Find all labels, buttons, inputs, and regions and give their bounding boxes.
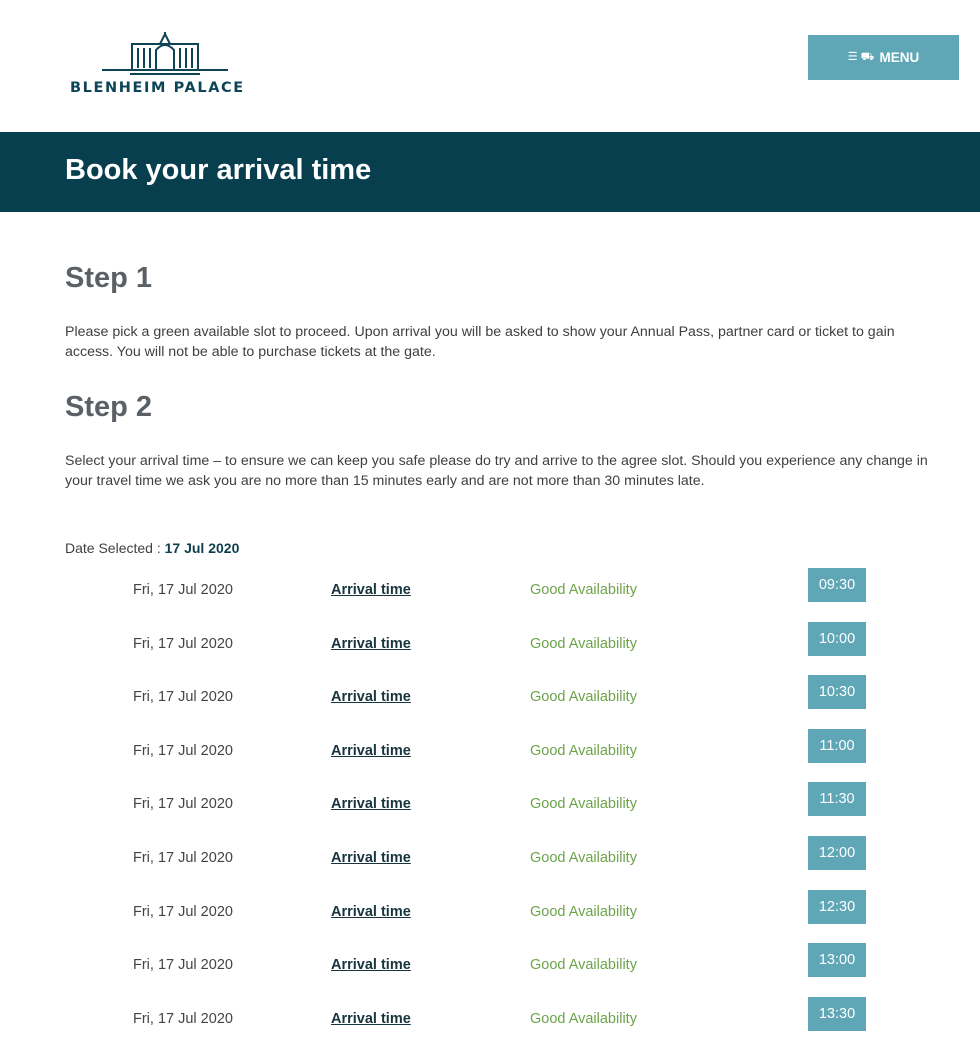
- availability-status: Good Availability: [530, 742, 637, 759]
- step-1-text: Please pick a green available slot to proceed. Upon arrival you will be asked to show your Annual Pass, partner card or ticket to gain access. You will not be able to purchase tickets at the gate.: [65, 324, 895, 360]
- availability-status: Good Availability: [530, 850, 637, 866]
- availability-status: Good Availability: [530, 1010, 637, 1027]
- arrival-time-link[interactable]: Arrival time: [331, 850, 411, 866]
- arrival-time-link[interactable]: Arrival time: [331, 957, 411, 974]
- slot-date: Fri, 17 Jul 2020: [133, 903, 233, 920]
- date-selected: [65, 540, 239, 556]
- arrival-time-link[interactable]: Arrival time: [331, 582, 411, 598]
- availability-status: Good Availability: [530, 635, 637, 652]
- slot-date: Fri, 17 Jul 2020: [133, 582, 233, 598]
- slot-row: [65, 675, 935, 729]
- availability-status: Good Availability: [530, 582, 637, 598]
- slot-date: Fri, 17 Jul 2020: [133, 689, 233, 706]
- arrival-time-link[interactable]: Arrival time: [331, 796, 411, 813]
- time-slot-button[interactable]: 13:30: [808, 997, 866, 1031]
- availability-status: Good Availability: [530, 689, 637, 706]
- slot-row: [65, 890, 935, 944]
- slot-date: Fri, 17 Jul 2020: [133, 742, 233, 759]
- slot-row: [65, 943, 935, 997]
- slot-date: Fri, 17 Jul 2020: [133, 635, 233, 652]
- time-slot-button[interactable]: 10:00: [808, 622, 866, 656]
- slot-row: [65, 782, 935, 836]
- menu-label: MENU: [879, 50, 920, 65]
- menu-button[interactable]: [808, 35, 959, 80]
- time-slot-button[interactable]: 11:30: [808, 782, 866, 816]
- arrival-time-link[interactable]: Arrival time: [331, 903, 411, 920]
- page-title: Book your arrival time: [65, 154, 372, 186]
- availability-status: Good Availability: [530, 796, 637, 813]
- step-1-heading: Step 1: [65, 262, 153, 294]
- slot-row: [65, 836, 935, 890]
- time-slot-button[interactable]: 13:00: [808, 943, 866, 977]
- site-header: [0, 0, 980, 132]
- arrival-time-link[interactable]: Arrival time: [331, 635, 411, 652]
- arrival-time-link[interactable]: Arrival time: [331, 1010, 411, 1027]
- step-2-heading: Step 2: [65, 391, 153, 423]
- slot-row: [65, 729, 935, 783]
- page-banner: [0, 132, 980, 212]
- palace-icon: [100, 30, 230, 76]
- time-slot-button[interactable]: 11:00: [808, 729, 866, 763]
- date-selected-value: 17 Jul 2020: [164, 540, 240, 556]
- hamburger-basket-icon: ☰ ⛟: [847, 51, 875, 63]
- time-slot-button[interactable]: 12:00: [808, 836, 866, 870]
- availability-status: Good Availability: [530, 903, 637, 920]
- availability-status: Good Availability: [530, 957, 637, 974]
- slot-date: Fri, 17 Jul 2020: [133, 850, 233, 866]
- slot-date: Fri, 17 Jul 2020: [133, 957, 233, 974]
- arrival-time-link[interactable]: Arrival time: [331, 742, 411, 759]
- time-slot-button[interactable]: 10:30: [808, 675, 866, 709]
- logo-text: BLENHEIM PALACE: [70, 80, 245, 96]
- blenheim-palace-logo[interactable]: [70, 30, 260, 100]
- slot-date: Fri, 17 Jul 2020: [133, 1010, 233, 1027]
- arrival-time-link[interactable]: Arrival time: [331, 689, 411, 706]
- date-selected-label: Date Selected :: [65, 540, 165, 556]
- slot-row: [65, 568, 935, 622]
- slot-date: Fri, 17 Jul 2020: [133, 796, 233, 813]
- time-slot-button[interactable]: 09:30: [808, 568, 866, 602]
- time-slot-button[interactable]: 12:30: [808, 890, 866, 924]
- slot-row: [65, 622, 935, 676]
- step-2-text: Select your arrival time – to ensure we can keep you safe please do try and arrive to the agree slot. Should you experience any change in your travel time we ask you are no more than 15 minutes early and are not more than 30 minutes late.: [65, 453, 928, 489]
- slot-row: [65, 997, 935, 1051]
